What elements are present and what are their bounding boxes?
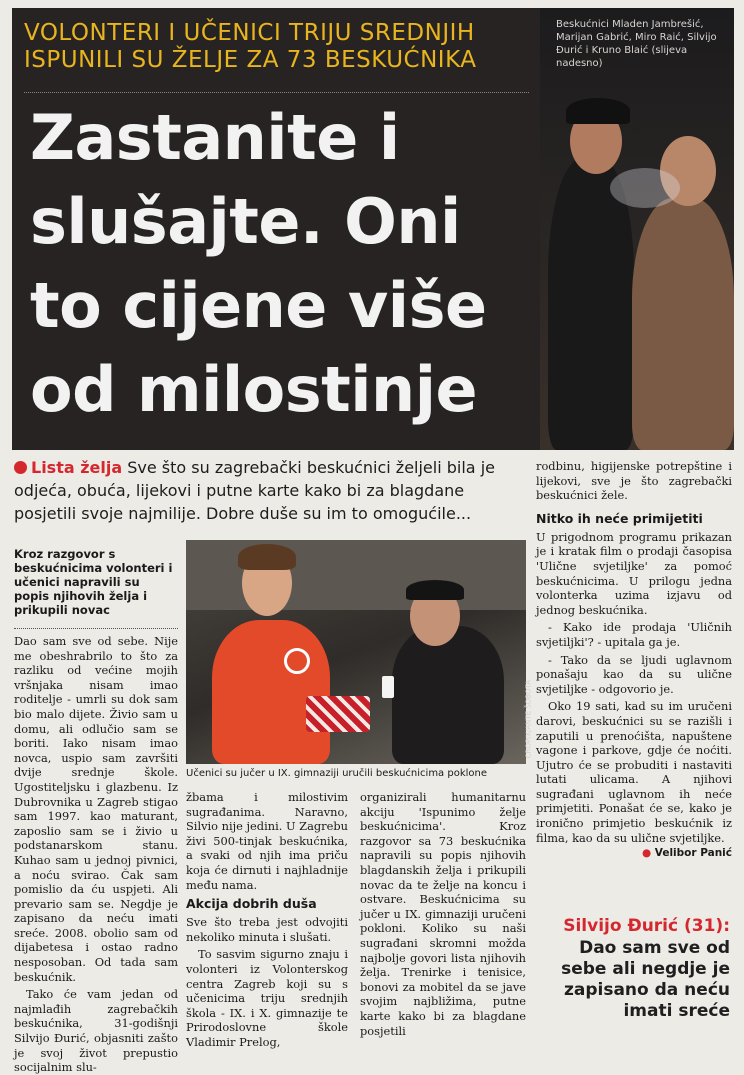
photo-homeless-men [540,8,734,450]
pull-quote: Dao sam sve od sebe ali negdje je zapisano da neću imati sreće [561,938,730,1021]
column-1 [14,634,178,1075]
photo-cap-left [566,98,630,124]
col2-paragraph-2: Sve što treba jest odvojiti nekoliko minuta i slušati. [186,915,348,944]
photo2-cup [382,676,394,698]
photo-top-caption: Beskućnici Mladen Jambrešić, Marijan Gabrić, Miro Raić, Silvijo Đurić i Kruno Blaić (slijeva nadesno) [556,19,717,69]
col2-paragraph-1: žbama i milostivim sugrađanima. Naravno, Silvio nije jedini. U Zagrebu živi 500-tinjak beskućnika, a svaki od njih ima priču koja će dirnuti i najhladnije među nama. [186,790,348,892]
kicker: VOLONTERI I UČENICI TRIJU SREDNJIH ISPUNILI SU ŽELJE ZA 73 BESKUĆNIKA [24,20,477,73]
column-4 [536,459,732,861]
spiral-print-icon [284,648,310,674]
kicker-divider [24,92,529,93]
bullet-icon [14,461,27,474]
photo2-student-body [212,620,330,764]
photo-steam [610,168,680,208]
col2-subhead: Akcija dobrih duša [186,896,317,912]
lead-paragraph [14,456,526,525]
col1-paragraph-1: Dao sam sve od sebe. Nije me obeshrabrilo to što za razliku od većine mojih vršnjaka nisam imao roditelje - umrli su dok sam bio malo dijete. Živio sam u domu, ali odlučio sam se boriti. Iako nisam imao novca, uspio sam završiti dvije srednje škole. Ugostiteljsku i glazbenu. Iz Dubrovnika u Zagreb stigao sam 1997. kao maturant, zaposlio sam se i živio u podstanarskom stanu. Kuhao sam u jednoj pivnici, a noću svirao. Čak sam pomislio da ću uspjeti. Ali prevario sam se. Negdje je zapisano da neću imati sreće. 2008. obolio sam od dijabetesa i ostao radno nesposoban. Od tada sam beskućnik. [14,634,178,984]
column-3 [360,790,526,1038]
photo2-student-hair [238,544,296,570]
col1-paragraph-2: Tako će vam jedan od najmlađih zagrebačkih beskućnika, 31-godišnji Silvijo Đurić, objasniti zašto je svoj život prepustio socijalnim slu- [14,987,178,1075]
col4-paragraph-4: - Tako da se ljudi uglavnom ponašaju kao da su ulične svjetiljke - odgovorio je. [536,652,732,696]
lead-label: Lista želja [31,458,123,477]
bullet-icon: ● [641,847,652,860]
headline: Zastanite i slušajte. Oni to cijene više od milostinje [30,101,487,426]
author-name: Velibor Panić [654,847,732,860]
deck: Kroz razgovor s beskućnicima volonteri i učenici napravili su popis njihovih želja i prikupili novac [14,547,173,617]
col4-paragraph-2: U prigodnom programu prikazan je i kratak film o prodaji časopisa 'Ulične svjetiljke' za pomoć beskućnicima. U prilogu jedna volonterka uzima izjavu od jednog beskućnika. [536,529,732,617]
photo-figure-right [632,198,734,450]
photo2-man-cap [406,580,464,600]
hero-banner [12,8,734,450]
col4-paragraph-1: rodbinu, higijenske potrepštine i lijekovi, sve je što zagrebački beskućnici žele. [536,459,732,503]
gift-box-icon [306,696,370,732]
photo2-man-body [392,626,504,764]
photo-mid-caption: Učenici su jučer u IX. gimnaziji uručili beskućnicima poklone [186,768,488,779]
photo-credit: CROPIX/ANTE ŠOBOTA [524,680,532,759]
col4-subhead: Nitko ih neće primijetiti [536,510,703,526]
deck-divider [14,628,178,629]
col4-paragraph-3: - Kako ide prodaja 'Uličnih svjetiljki'? - upitala ga je. [536,620,732,649]
photo-students-gift [186,540,532,764]
photo2-shelf [186,540,526,610]
quote-speaker: Silvijo Đurić (31): [563,916,730,936]
column-2 [186,790,348,1050]
col3-paragraph-1: organizirali humanitarnu akciju 'Ispunimo želje beskućnicima'. Kroz razgovor sa 73 beskućnika napravili su popis njihovih blagdanskih želja i prikupili novac da te želje na koncu i ostvare. Beskućnicima su jučer u IX. gimnaziji uručeni pokloni. Koliko su naši sugrađani skromni možda najbolje govori lista njihovih želja. Trenirke i tenisice, bonovi za mobitel da se jave svojim najbližima, putne karte kako bi za blagdane posjetili [360,790,526,1038]
author-byline [536,845,732,861]
col4-paragraph-5: Oko 19 sati, kad su im uručeni darovi, beskućnici su se razišli i zaputili u prenoćišta, napuštene vagone i parkove, gdje će noćiti. Ujutro će se probuditi i nastaviti lutati ulicama. A njihovi sugrađani uglavnom ih neće primjetiti. Ponašat će se, kako je ironično primjetio beskućnik iz filma, kao da su ulične svjetiljke. [536,699,732,845]
col2-paragraph-3: To sasvim sigurno znaju i volonteri iz Volonterskog centra Zagreb koji su s učenicima triju srednjih škola - IX. i X. gimnazije te Prirodoslovne škole Vladimir Prelog, [186,947,348,1049]
lead-text: Sve što su zagrebački beskućnici željeli bila je odjeća, obuća, lijekovi i putne karte kako bi za blagdane posjetili svoje najmilije. Dobre duše su im to omogućile... [14,458,495,523]
